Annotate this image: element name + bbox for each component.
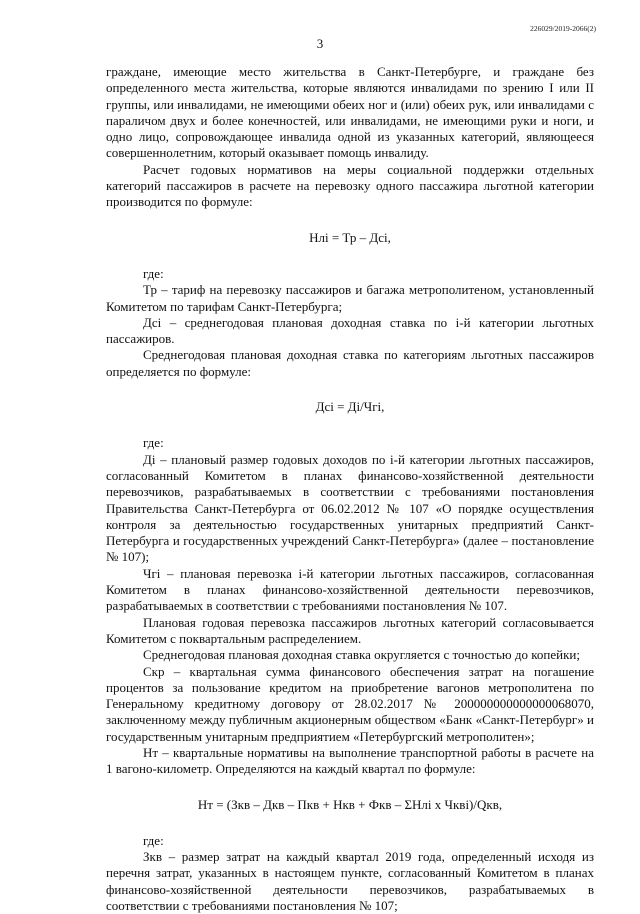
definition: Чгi – плановая перевозка i-й категории льготных пассажиров, согласованная Комитетом в планах финансово-хозяйственной деятельности перевозчиков, разрабатываемых в соответствии с требованиями постановления № 107. bbox=[106, 565, 594, 614]
paragraph: Среднегодовая плановая доходная ставка округляется с точностью до копейки; bbox=[143, 647, 580, 663]
paragraph: Плановая годовая перевозка пассажиров льготных категорий согласовывается Комитетом с поквартальным распределением. bbox=[106, 614, 594, 646]
definition: Тр – тариф на перевозку пассажиров и багажа метрополитеном, установленный Комитетом по тарифам Санкт-Петербурга; bbox=[106, 282, 594, 314]
definition: Дсi – среднегодовая плановая доходная ставка по i-й категории льготных пассажиров. bbox=[106, 314, 594, 347]
where-label: где: bbox=[143, 435, 164, 451]
document-number: 226029/2019-2066(2) bbox=[530, 24, 596, 33]
where-label: где: bbox=[143, 832, 164, 848]
paragraph: граждане, имеющие место жительства в Санкт-Петербурге, и граждане без определенного места жительства, которые являются инвалидами по зрению I или II группы, или инвалидами, не имеющими обеих ног и (или) обеих рук, или инвалидами с параличом двух и более конечностей, или инвалидами, не имеющими руки и ноги, и одно лицо, сопровождающее инвалида одной из указанных категорий, являющееся совершеннолетним, который оказывает помощь инвалиду. bbox=[106, 64, 594, 161]
paragraph: Расчет годовых нормативов на меры социальной поддержки отдельных категорий пассажиров в расчете на перевозку одного пассажира льготной категории производится по формуле: bbox=[106, 161, 594, 210]
page-number: 3 bbox=[316, 36, 324, 51]
definition: Нт – квартальные нормативы на выполнение транспортной работы в расчете на 1 вагоно-километр. Определяются на каждый квартал по формуле: bbox=[106, 744, 594, 777]
formula: Нлi = Тр – Дсi, bbox=[309, 229, 391, 245]
definition: Дi – плановый размер годовых доходов по i-й категории льготных пассажиров, согласованный Комитетом в планах финансово-хозяйственной деятельности перевозчиков, разрабатываемых в соответствии с требованиями постановления Правительства Санкт-Петербурга от 06.02.2012 № 107 «О порядке осуществления контроля за деятельностью государственных унитарных предприятий Санкт-Петербурга и государственных учреждений Санкт-Петербурга» (далее – постановление № 107); bbox=[106, 451, 594, 565]
document-body bbox=[106, 64, 594, 914]
definition: Зкв – размер затрат на каждый квартал 2019 года, определенный исходя из перечня затрат, указанных в настоящем пункте, согласованный Комитетом в планах финансово-хозяйственной деятельности перевозчиков, разрабатываемых в соответствии с требованиями постановления № 107; bbox=[106, 849, 594, 914]
formula: Нт = (Зкв – Дкв – Пкв + Нкв + Фкв – ΣНлi x Чквi)/Qкв, bbox=[197, 796, 503, 812]
paragraph: Среднегодовая плановая доходная ставка по категориям льготных пассажиров определяется по формуле: bbox=[106, 347, 594, 379]
where-label: где: bbox=[143, 265, 164, 281]
formula: Дсi = Дi/Чгi, bbox=[315, 399, 385, 415]
definition: Скр – квартальная сумма финансового обеспечения затрат на погашение процентов за пользование кредитом на приобретение вагонов метрополитена по Генеральному кредитному договору от 28.02.2017 № 200000000000000068070, заключенному между публичным акционерным обществом «Банк «Санкт-Петербург» и государственным унитарным предприятием «Петербургский метрополитен»; bbox=[106, 663, 594, 744]
